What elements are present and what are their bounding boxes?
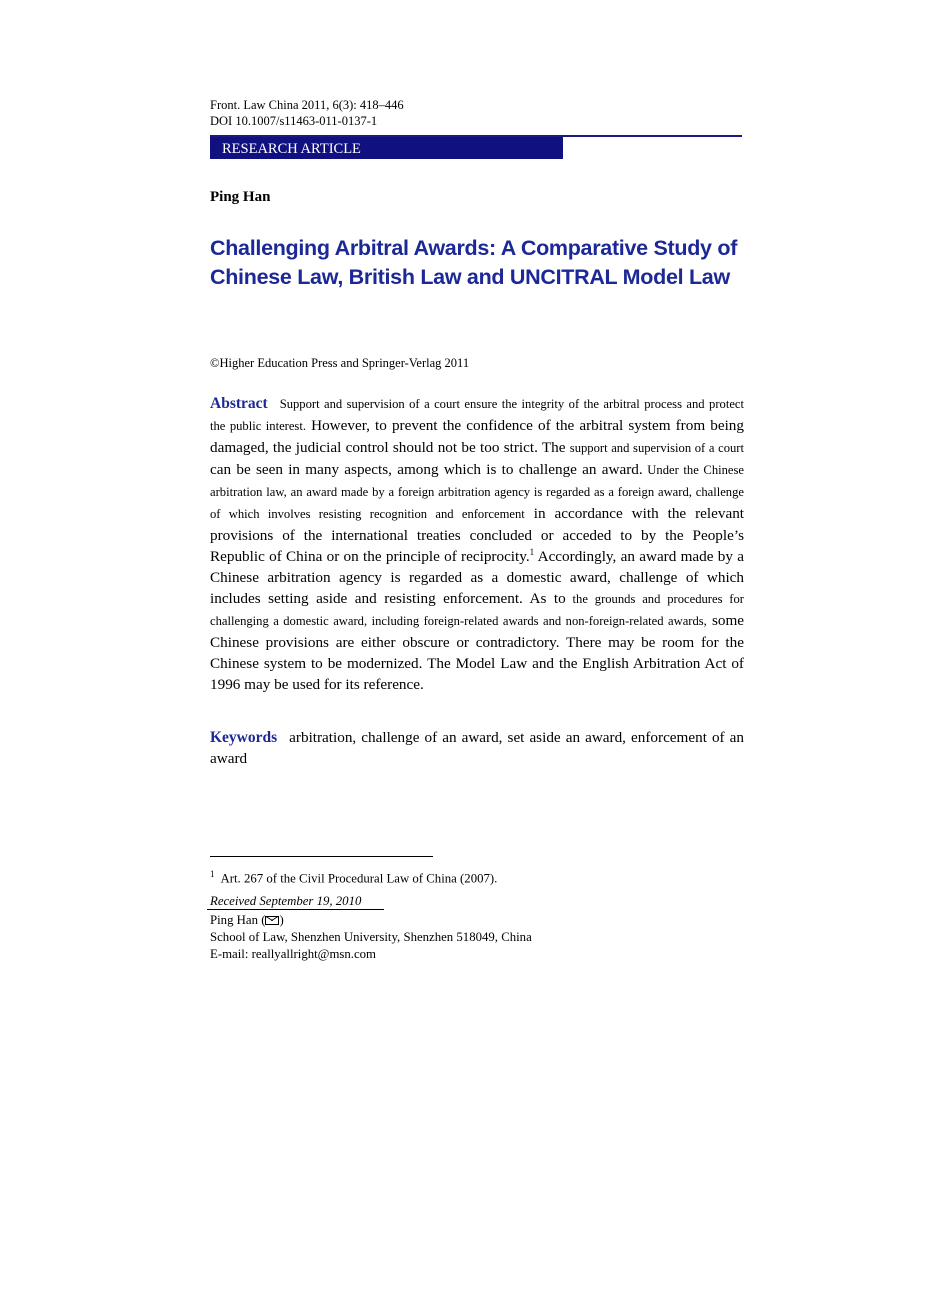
abstract — [210, 393, 744, 695]
author-affiliation — [210, 912, 532, 963]
abstract-text-5: Under the Chinese arbitration law, an award made by a foreign arbitration agency is regarded as a foreign award, challenge of which involves resisting recognition and enforcement — [210, 463, 744, 521]
correspondence-name: Ping Han ( — [210, 913, 266, 927]
envelope-icon — [265, 916, 279, 925]
abstract-text-8: the grounds and procedures for challenging a domestic award, including foreign-related awards and non-foreign-related awards, — [210, 592, 744, 628]
abstract-label: Abstract — [210, 395, 268, 412]
abstract-text-7: Accordingly, an award made by a Chinese arbitration agency is regarded as a domestic award, challenge of which includes setting aside and resisting enforcement. As to — [210, 548, 745, 607]
doi: DOI 10.1007/s11463-011-0137-1 — [210, 114, 378, 128]
copyright-line: ©Higher Education Press and Springer-Verlag 2011 — [210, 356, 470, 370]
footnote-text: Art. 267 of the Civil Procedural Law of China (2007). — [220, 871, 498, 886]
abstract-text-4: can be seen in many aspects, among which is to challenge an award. — [210, 461, 643, 478]
abstract-text-3: support and supervision of a court — [569, 441, 744, 455]
keywords-text: arbitration, challenge of an award, set aside an award, enforcement of an award — [210, 729, 744, 767]
article-type-banner: RESEARCH ARTICLE — [210, 137, 563, 159]
journal-header — [210, 97, 404, 129]
correspondence-name-close: ) — [279, 913, 284, 927]
received-date: Received September 19, 2010 — [207, 893, 384, 910]
abstract-text-9: some Chinese provisions are either obscure or contradictory. There may be room for the Chinese system to be modernized. The Model Law and the English Arbitration Act of 1996 may be used for its reference. — [210, 612, 744, 693]
affiliation-address: School of Law, Shenzhen University, Shenzhen 518049, China — [210, 930, 532, 944]
keywords-label: Keywords — [210, 729, 278, 746]
footnote-reference[interactable]: 1 — [529, 546, 535, 557]
correspondence-author — [210, 912, 532, 929]
abstract-text-2: However, to prevent the confidence of the arbitral system from being damaged, the judicial control should not be too strict. The — [210, 417, 744, 456]
footnote-number: 1 — [210, 869, 215, 879]
keywords — [210, 727, 744, 769]
author-email[interactable]: E-mail: reallyallright@msn.com — [210, 947, 377, 961]
abstract-text-1: Support and supervision of a court ensure the integrity of the arbitral process and protect the public interest. — [210, 397, 744, 433]
abstract-text-6: in accordance with the relevant provisions of the international treaties concluded or acceded to by the People’s Republic of China or on the principle of reciprocity. — [210, 505, 745, 565]
journal-citation: Front. Law China 2011, 6(3): 418–446 — [210, 98, 404, 112]
author-name: Ping Han — [210, 189, 271, 205]
footnote-rule — [210, 856, 433, 857]
article-title: Challenging Arbitral Awards: A Comparative Study of Chinese Law, British Law and UNCITRAL Model Law — [210, 236, 738, 289]
footnote — [210, 869, 497, 886]
